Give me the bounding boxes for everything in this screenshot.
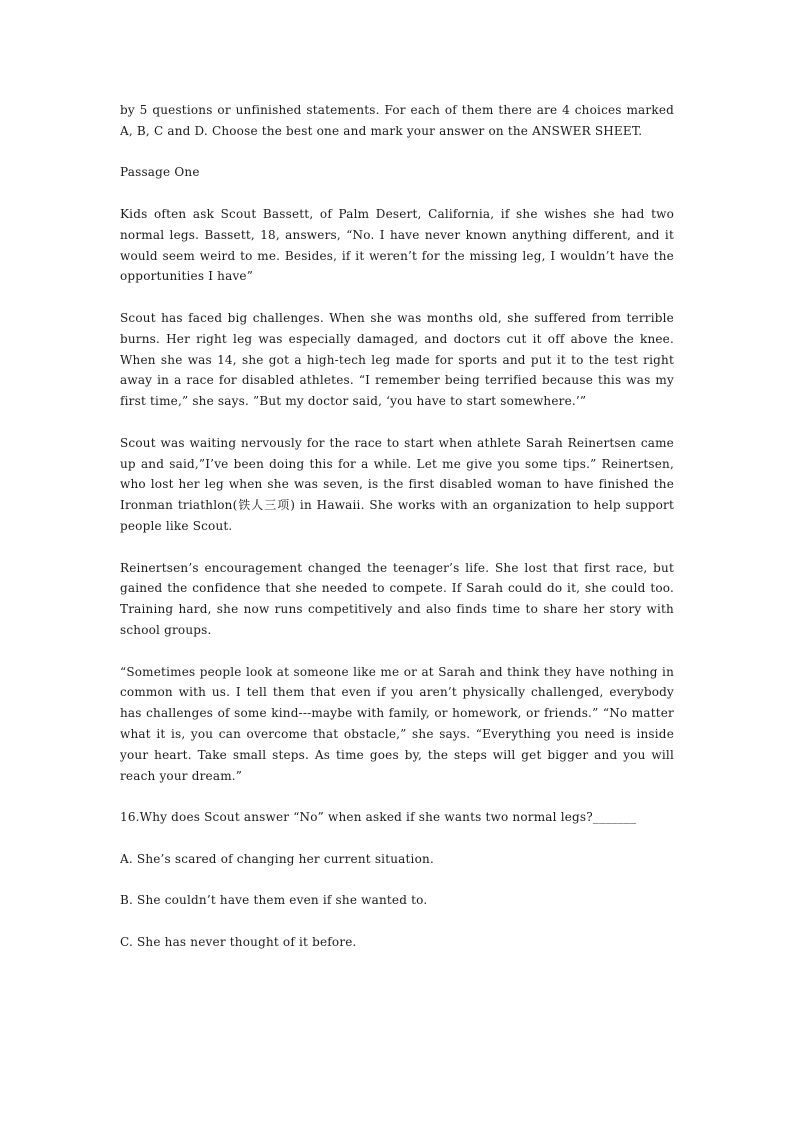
document-page (120, 100, 674, 973)
passage-paragraph-3: Scout was waiting nervously for the race to start when athlete Sarah Reinertsen came up and said,”I’ve been doing this for a while. Let me give you some tips.” Reinertsen, who lost her leg when she was seven, is the first disabled woman to have finished the Ironman triathlon(铁人三项) in Hawaii. She works with an organization to help support people like Scout. (120, 435, 674, 533)
passage-paragraph-2: Scout has faced big challenges. When she was months old, she suffered from terrible burns. Her right leg was especially damaged, and doctors cut it off above the knee. When she was 14, she got a high-tech leg made for sports and put it to the test right away in a race for disabled athletes. “I remember being terrified because this was my first time,” she says. ”But my doctor said, ‘you have to start somewhere.’” (120, 310, 674, 409)
passage-title: Passage One (120, 165, 200, 180)
option-b: B. She couldn’t have them even if she wanted to. (120, 893, 428, 908)
passage-paragraph-1: Kids often ask Scout Bassett, of Palm Desert, California, if she wishes she had two normal legs. Bassett, 18, answers, “No. I have never known anything different, and it would seem weird to me. Besides, if it weren’t for the missing leg, I wouldn’t have the opportunities I have” (120, 206, 674, 284)
passage-paragraph-5: “Sometimes people look at someone like me or at Sarah and think they have nothing in common with us. I tell them that even if you aren’t physically challenged, everybody has challenges of some kind---maybe with family, or homework, or friends.” “No matter what it is, you can overcome that obstacle,” she says. “Everything you need is inside your heart. Take small steps. As time goes by, the steps will get bigger and you will reach your dream.” (120, 664, 674, 783)
question-stem: 16.Why does Scout answer “No” when asked if she wants two normal legs?_______ (120, 810, 637, 825)
option-c: C. She has never thought of it before. (120, 934, 357, 949)
option-a: A. She’s scared of changing her current situation. (120, 851, 434, 866)
instructions-text: by 5 questions or unfinished statements. For each of them there are 4 choices marked A, B, C and D. Choose the best one and mark your answer on the ANSWER SHEET. (120, 103, 674, 138)
passage-paragraph-4: Reinertsen’s encouragement changed the teenager’s life. She lost that first race, but gained the confidence that she needed to compete. If Sarah could do it, she could too. Training hard, she now runs competitively and also finds time to share her story with school groups. (120, 560, 674, 637)
